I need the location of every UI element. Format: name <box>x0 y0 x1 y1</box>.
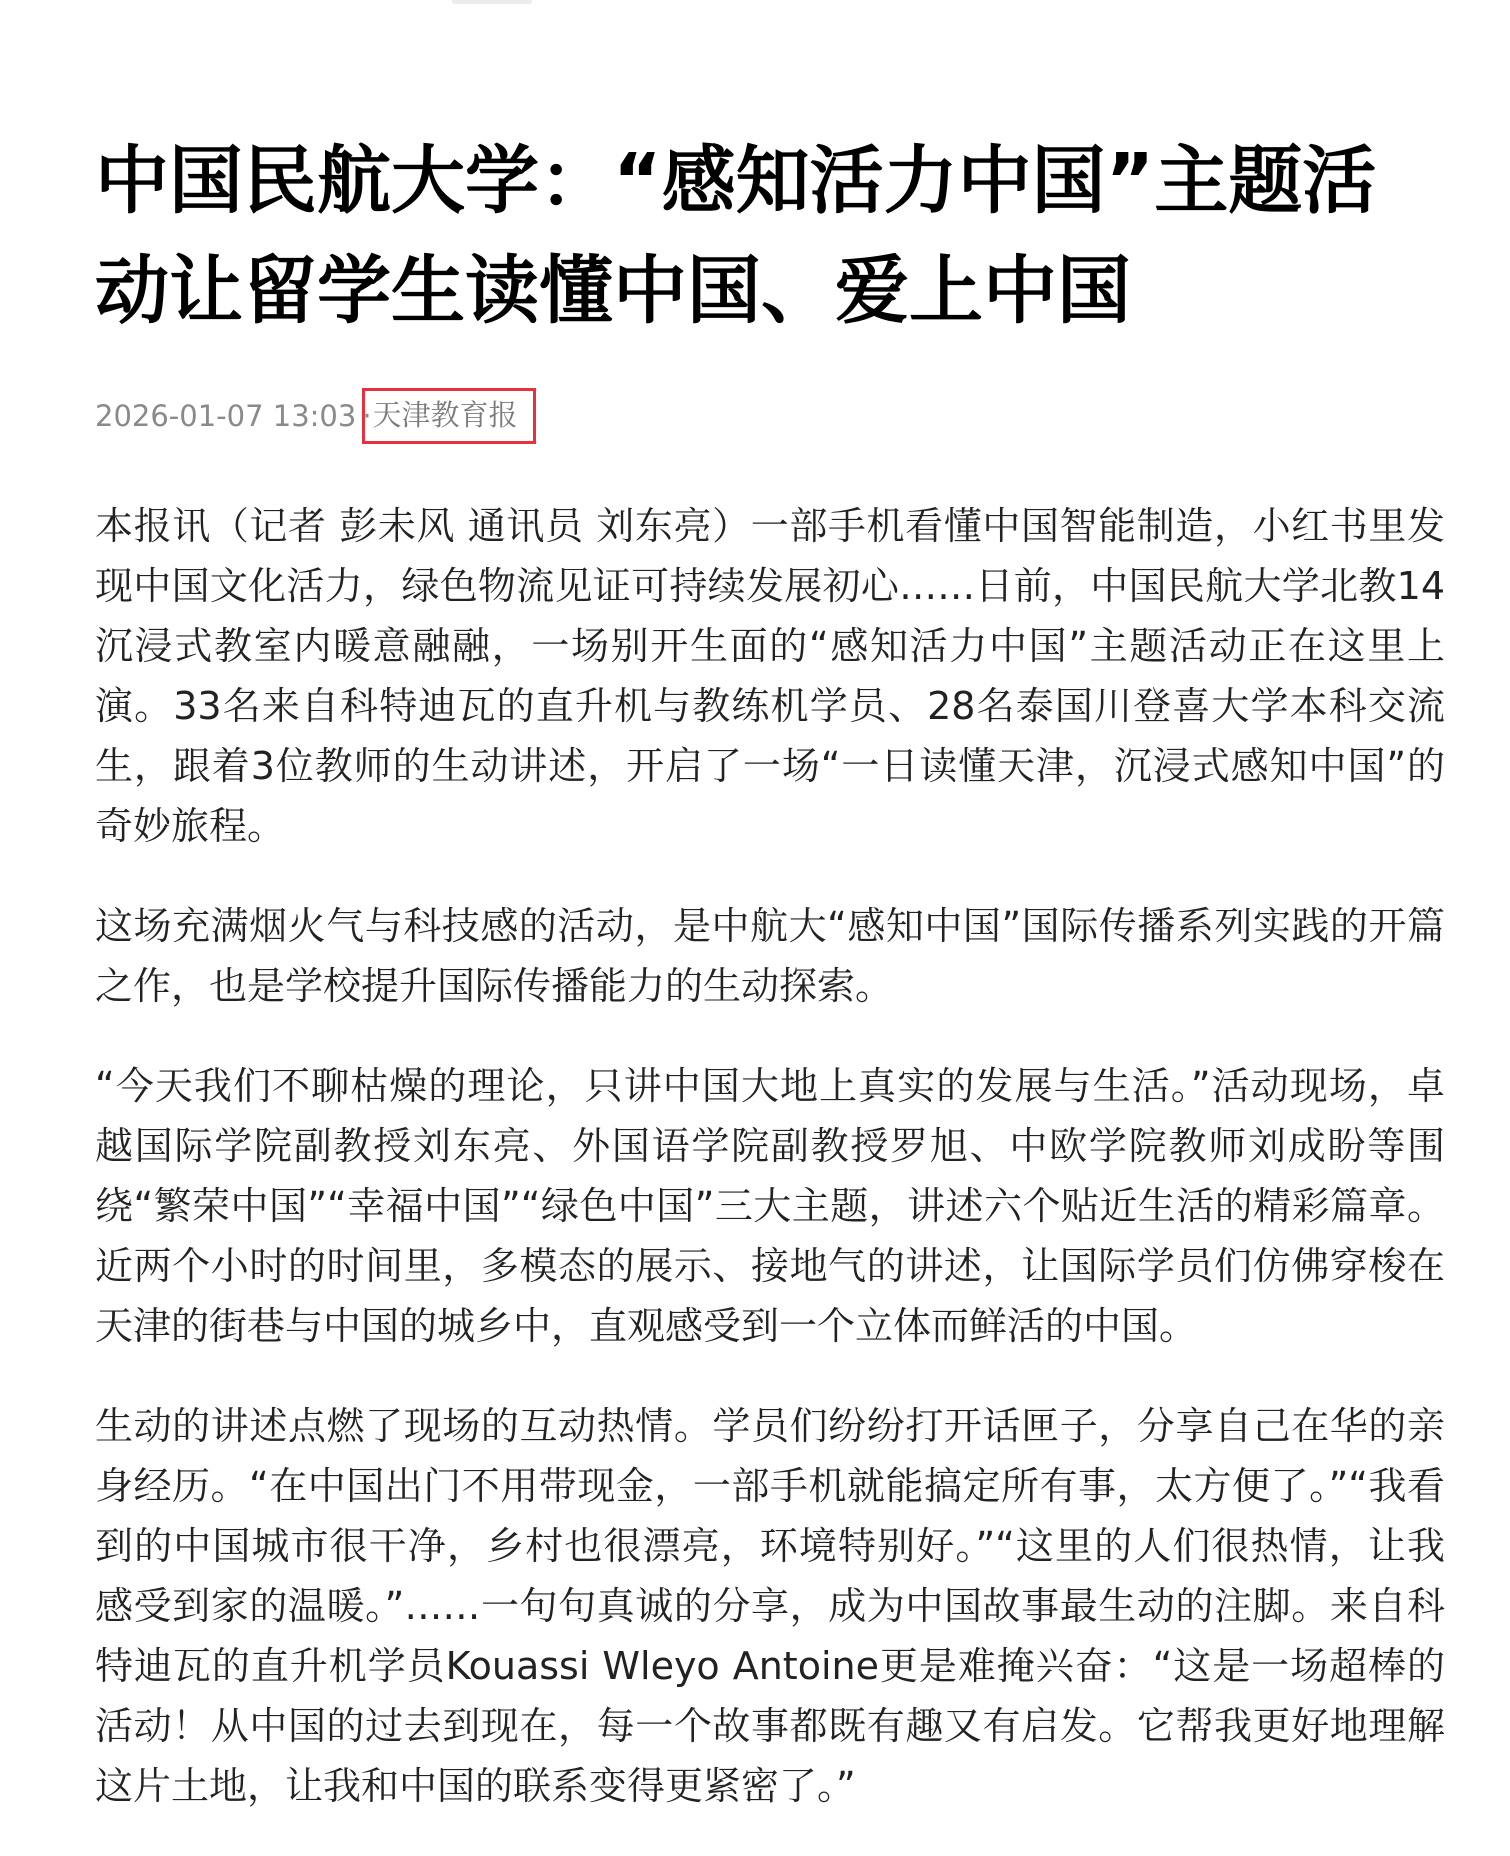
publish-time: 2026-01-07 13:03 <box>95 399 357 433</box>
paragraph-3: “今天我们不聊枯燥的理论，只讲中国大地上真实的发展与生活。”活动现场，卓越国际学院副教授刘东亮、外国语学院副教授罗旭、中欧学院教师刘成盼等围绕“繁荣中国”“幸福中国”“绿色中国”三大主题，讲述六个贴近生活的精彩篇章。近两个小时的时间里，多模态的展示、接地气的讲述，让国际学员们仿佛穿梭在天津的街巷与中国的城乡中，直观感受到一个立体而鲜活的中国。 <box>95 1064 1445 1348</box>
paragraph-1: 本报讯（记者 彭未风 通讯员 刘东亮）一部手机看懂中国智能制造，小红书里发现中国文化活力，绿色物流见证可持续发展初心……日前，中国民航大学北教14沉浸式教室内暖意融融，一场别开生面的“感知活力中国”主题活动正在这里上演。33名来自科特迪瓦的直升机与教练机学员、28名泰国川登喜大学本科交流生，跟着3位教师的生动讲述，开启了一场“一日读懂天津，沉浸式感知中国”的奇妙旅程。 <box>95 504 1445 848</box>
meta-separator: · <box>362 399 372 433</box>
paragraph-2: 这场充满烟火气与科技感的活动，是中航大“感知中国”国际传播系列实践的开篇之作，也是学校提升国际传播能力的生动探索。 <box>95 904 1445 1008</box>
article-body <box>95 496 1445 1816</box>
article-title: 中国民航大学：“感知活力中国”主题活动让留学生读懂中国、爱上中国 <box>95 138 1377 334</box>
source-link[interactable]: 天津教育报 <box>362 388 536 444</box>
paragraph-4: 生动的讲述点燃了现场的互动热情。学员们纷纷打开话匣子，分享自己在华的亲身经历。“在中国出门不用带现金，一部手机就能搞定所有事，太方便了。”“我看到的中国城市很干净，乡村也很漂亮，环境特别好。”“这里的人们很热情，让我感受到家的温暖。”……一句句真诚的分享，成为中国故事最生动的注脚。来自科特迪瓦的直升机学员Kouassi Wleyo Antoine更是难掩兴奋：“这是一场超棒的活动！从中国的过去到现在，每一个故事都既有趣又有启发。它帮我更好地理解这片土地，让我和中国的联系变得更紧密了。” <box>95 1404 1445 1808</box>
article <box>95 0 1445 1856</box>
article-meta <box>95 392 1445 440</box>
